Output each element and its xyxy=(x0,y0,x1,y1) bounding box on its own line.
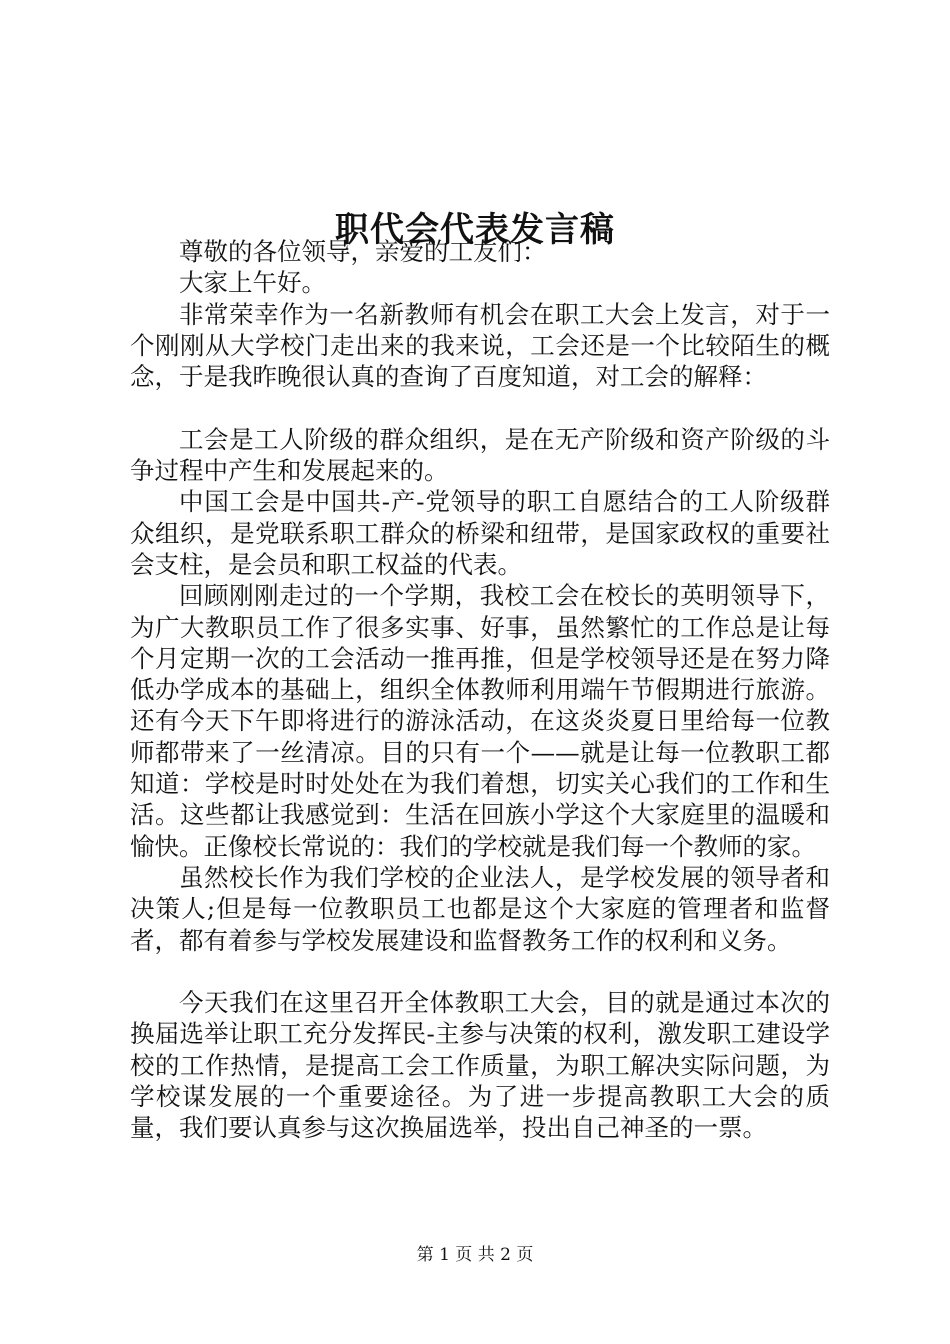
review-paragraph: 回顾刚刚走过的一个学期，我校工会在校长的英明领导下，为广大教职员工作了很多实事、好事，虽然繁忙的工作总是让每个月定期一次的工会活动一推再推，但是学校领导还是在努力降低办学成本的基础上，组织全体教师利用端午节假期进行旅游。还有今天下午即将进行的游泳活动，在这炎炎夏日里给每一位教师都带来了一丝清凉。目的只有一个——就是让每一位教职工都知道：学校是时时处处在为我们着想，切实关心我们的工作和生活。这些都让我感觉到：生活在回族小学这个大家庭里的温暖和愉快。正像校长常说的：我们的学校就是我们每一个教师的家。 xyxy=(130,581,830,861)
document-body xyxy=(130,236,830,1144)
paragraph-spacer xyxy=(130,392,830,423)
rights-paragraph: 虽然校长作为我们学校的企业法人，是学校发展的领导者和决策人;但是每一位教职员工也都是这个大家庭的管理者和监督者，都有着参与学校发展建设和监督教务工作的权利和义务。 xyxy=(130,862,830,955)
intro-paragraph: 非常荣幸作为一名新教师有机会在职工大会上发言，对于一个刚刚从大学校门走出来的我来说，工会还是一个比较陌生的概念，于是我昨晚很认真的查询了百度知道，对工会的解释： xyxy=(130,299,830,392)
opening-paragraph: 大家上午好。 xyxy=(179,268,326,298)
paragraph-spacer xyxy=(130,956,830,987)
union-definition-paragraph: 工会是工人阶级的群众组织，是在无产阶级和资产阶级的斗争过程中产生和发展起来的。 xyxy=(130,424,830,486)
greeting-paragraph: 尊敬的各位领导，亲爱的工友们： xyxy=(179,237,547,266)
document-title: 职代会代表发言稿 xyxy=(335,209,615,250)
page-number-footer: 第 1 页 共 2 页 xyxy=(416,1245,534,1265)
election-paragraph: 今天我们在这里召开全体教职工大会，目的就是通过本次的换届选举让职工充分发挥民-主参与决策的权利，激发职工建设学校的工作热情，是提高工会工作质量，为职工解决实际问题，为学校谋发展的一个重要途径。为了进一步提高教职工大会的质量，我们要认真参与这次换届选举，投出自己神圣的一票。 xyxy=(130,988,830,1143)
china-union-paragraph: 中国工会是中国共-产-党领导的职工自愿结合的工人阶级群众组织，是党联系职工群众的桥梁和纽带，是国家政权的重要社会支柱，是会员和职工权益的代表。 xyxy=(130,487,830,579)
